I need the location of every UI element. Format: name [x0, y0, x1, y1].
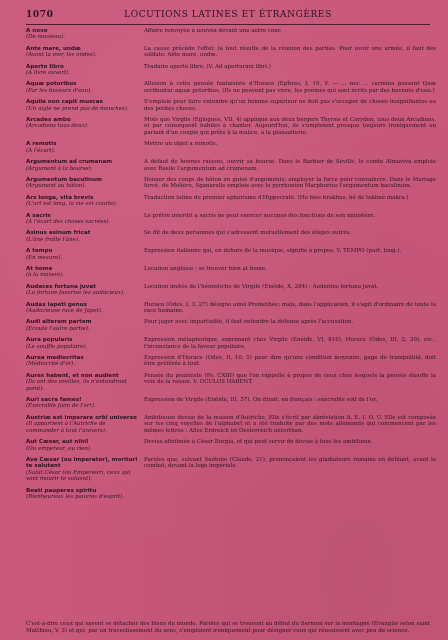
entry-gloss: (Médiocrité d'or).: [26, 361, 76, 368]
dictionary-entry: [26, 302, 436, 315]
entry-definition: Affaire renvoyée à nouvea devant une autre cour.: [144, 28, 282, 34]
entry-gloss: (A l'écart des choses sacrées).: [26, 218, 111, 225]
entry-definition: Ambitieuse devise de la maison d'Autriche. Elle s'écrit par abréviation A. E. I. O. U. Elle est composée sur les cinq voyelles de l'alphabet et a été traduite par des mots allemands qui commencent par les mêmes lettres : Alles Erdreich ist Oesterreich unterthan.: [144, 414, 436, 434]
entry-definition: Pour juger avec impartialité, il faut entendre la défense après l'accusation.: [144, 319, 354, 326]
entry-heading: [26, 46, 144, 59]
entry-gloss: (A livre ouvert).: [26, 70, 71, 77]
dictionary-entry: [26, 355, 436, 368]
entry-lemma: Audax Iapeti genus: [26, 301, 87, 308]
dictionary-entry: [26, 457, 436, 483]
entry-gloss: (De nouveau).: [26, 34, 66, 41]
entry-lemma: Aut Cæsar, aut nihil: [26, 439, 89, 446]
entry-lemma: A sacris: [26, 212, 51, 219]
dictionary-entry: [26, 415, 436, 434]
entry-lemma: Auri sacra fames!: [26, 397, 82, 404]
entry-lemma: Aquæ potoribus: [26, 81, 77, 88]
entry-heading: [26, 117, 144, 136]
header-rule: [26, 24, 430, 25]
entry-definition: A défaut de bonnes raisons, ouvrir sa bourse. Dans le Barbier de Séville, le comte Almaviva emploie avec Basile l'argumentum ad crumenam.: [144, 159, 436, 172]
entry-lemma: Aurea mediocritas: [26, 355, 84, 362]
dictionary-entry: [26, 177, 436, 190]
entry-lemma: Audi alteram partem: [26, 319, 92, 326]
entry-lemma: Argumentum baculinum: [26, 176, 102, 183]
dictionary-entry: [26, 266, 436, 279]
dictionary-entry: [26, 439, 436, 452]
entry-gloss: (Un aigle ne prend pas de mouches).: [26, 105, 129, 112]
entry-heading: [26, 488, 144, 501]
entry-definition: Pensée du psalmiste (Ps. CXIII) que l'on rappelle à propos de ceux chez lesquels la pensée étouffe la voix de la raison. V. OCULOS HABENT.: [144, 372, 436, 386]
entry-heading: [26, 64, 144, 77]
entry-lemma: A novo: [26, 28, 48, 34]
dictionary-entry: [26, 159, 436, 172]
dictionary-entry: [26, 373, 436, 392]
entry-definition: Expression italienne qui, en dehors de la musique, signifie à propos. V. TEMPO (part. long.).: [144, 248, 402, 255]
entry-heading: [26, 177, 144, 190]
entry-gloss: (Bienheureux les pauvres d'esprit).: [26, 493, 124, 500]
entry-heading: [26, 28, 144, 41]
entry-heading: [26, 195, 144, 208]
entry-definition: Expression métaphorique, exprimant chez Virgile (Enéide, VI, 816), Horace (Odes, III, 2, 20), etc., l'inconstance de la faveur populaire.: [144, 337, 436, 350]
dictionary-entry: [26, 248, 436, 261]
page-title: LOCUTIONS LATINES ET ÉTRANGÈRES: [124, 10, 332, 20]
entry-lemma: Aures habent, et non audient: [26, 372, 119, 379]
dictionary-entry: [26, 319, 436, 332]
entry-lemma: Asinus asinum fricat: [26, 230, 91, 237]
entry-lemma: Aperto libro: [26, 63, 64, 70]
entry-lemma: Arcades ambo: [26, 117, 71, 124]
entry-gloss: (En mesure).: [26, 254, 63, 261]
entry-gloss: (Audacieuse race de Japet).: [26, 308, 103, 314]
entry-heading: [26, 397, 144, 410]
dictionary-entry: [26, 213, 436, 226]
entry-definition: Expression d'Horace (Odes, II, 10, 5) pour dire qu'une condition moyenne, gage de tranquillité, doit être préférée à tout.: [144, 355, 436, 368]
entry-gloss: (Exécrable faim de l'or!).: [26, 403, 96, 410]
entry-definition: Paroles que, suivant Suétone (Claude, 21), prononçaient les gladiateurs romains en défilant, avant le combat, devant la loge impériale.: [144, 456, 436, 470]
entry-gloss: (La fortune favorise les audacieux).: [26, 290, 125, 297]
entry-definition: Traduction latine du premier aphorisme d'Hippocrate. (Ho bios brakhus, hê de tekhnê makra.): [144, 194, 409, 201]
entry-lemma: Aquila non capit muscas: [26, 99, 103, 106]
dictionary-entry: [26, 81, 436, 94]
entry-definition: Le prêtre interdit a sacris ne peut exercer aucunes des fonctions de son ministère.: [144, 212, 376, 219]
entry-heading: [26, 373, 144, 392]
dictionary-entry: [26, 195, 436, 208]
entry-lemma: Ars longa, vita brevis: [26, 194, 94, 201]
entry-definition: Mettre un objet a remotis.: [144, 141, 218, 148]
entry-heading: [26, 284, 144, 297]
entry-gloss: (Avant la mer, les ondes).: [26, 52, 97, 59]
entry-definition: Location anglaise : se trouver bien at home.: [144, 265, 267, 272]
entry-gloss: (Argument au bâton).: [26, 183, 87, 190]
entry-heading: [26, 99, 144, 112]
entry-heading: [26, 81, 144, 94]
dictionary-entry: [26, 337, 436, 350]
entry-heading: [26, 248, 144, 261]
entry-lemma: Aura popularis: [26, 337, 73, 344]
entry-heading: [26, 319, 144, 332]
entry-gloss: (Ecoute l'autre partie).: [26, 325, 90, 332]
dictionary-entry: [26, 117, 436, 136]
entry-gloss: (Il appartient à l'Autriche de commander à tout l'univers).: [26, 421, 107, 434]
entry-heading: [26, 159, 144, 172]
dictionary-entry: [26, 141, 436, 154]
entry-definition: Mots que Virgile (Eglogues, VII, 4) applique aux deux bergers Thyrsis et Corydon, tous deux Arcadiens, et par conséquent habiles à chanter. Aujourd'hui, ils s'emploient presque toujours ironiquement en parlant d'un couple qui prête à la malice, à la plaisanterie.: [144, 117, 436, 136]
entry-gloss: (Salut César (ou Empereur), ceux qui vont mourir te saluent).: [26, 469, 131, 483]
entry-lemma: Austriæ est imperare orbi universo: [26, 414, 137, 421]
entry-heading: [26, 230, 144, 243]
entry-definition: Se dit de deux personnes qui s'adressent mutuellement des éloges outrés.: [144, 230, 352, 237]
entry-gloss: (L'âne frotte l'âne).: [26, 236, 80, 243]
entry-lemma: A remotis: [26, 141, 57, 148]
entry-heading: [26, 337, 144, 350]
entry-definition: [144, 488, 436, 501]
entry-heading: [26, 302, 144, 315]
entry-lemma: A tempo: [26, 248, 53, 255]
entry-lemma: At home: [26, 265, 53, 272]
entry-lemma: Ante mare, undæ: [26, 45, 81, 52]
entry-gloss: (Par les buveurs d'eau).: [26, 87, 93, 94]
entry-heading: [26, 415, 144, 434]
entry-definition: S'emploie pour faire entendre qu'un homme supérieur ne doit pas s'occuper de choses insignifiantes ou des petites choses.: [144, 99, 436, 112]
entry-gloss: (à la maison).: [26, 272, 64, 279]
dictionary-entry: [26, 488, 436, 501]
entry-definition: Donner des coups de bâton en guise d'arguments; employer la force pour convaincre. Dans le Mariage forcé, de Molière, Sganarelle emploie avec le pyrrhonien Marphurius l'argumentum baculinum.: [144, 176, 436, 190]
entry-gloss: (Argument à la bourse).: [26, 165, 93, 172]
entry-lemma: Argumentum ad crumenam: [26, 159, 113, 166]
dictionary-entry: [26, 46, 436, 59]
dictionary-entry: [26, 28, 436, 41]
entry-lemma: Audaces fortuna juvat: [26, 283, 96, 290]
entry-gloss: (Arcadiens tous deux).: [26, 123, 89, 130]
entry-definition: Expression de Virgile (Enéide, III, 57). On dirait, en français : exécrable soif de l'or.: [144, 397, 378, 404]
entry-lemma: Ave Cæsar (ou imperator), morituri te salutant: [26, 456, 138, 470]
entry-gloss: (Ou empereur, ou rien).: [26, 445, 92, 452]
dictionary-entry: [26, 99, 436, 112]
entry-gloss: (Ils ont des oreilles, ils n'entendront point).: [26, 379, 128, 392]
entries-list: [26, 28, 436, 632]
entry-heading: [26, 213, 144, 226]
entry-definition: Locution imitée de l'hémistiche de Virgile (Enéide, X, 284) : Audentes fortuna juvat.: [144, 283, 379, 290]
entry-definition: Horace (Odes, I, 3, 27) désigne ainsi Prométhée; mais, dans l'application, il s'agit d'ordinaire de toute la race humaine.: [144, 301, 436, 314]
page-number: 1070: [26, 10, 54, 20]
entry-definition: La cause précède l'effet; la tout résulte de la réunion des parties. Pour avoir une armée, il faut des soldats: Ante mare, undæ.: [144, 45, 436, 59]
entry-heading: [26, 141, 144, 154]
entry-gloss: (L'art est long, la vie est courte).: [26, 201, 118, 208]
entry-heading: [26, 439, 144, 452]
entry-definition: Allusion à cette pensée fantaisiste d'Horace (Epîtres, I, 19, V. — ... nec ... carmina possunt Quæ scribuntur aquæ potoribus. (Ils ne peuvent pas vivre, les poèmes qui sont écrits par des buveurs d'eau.): [144, 81, 436, 94]
footer-text: C'est-à-dire ceux qui savent se détacher des biens du monde. Paroles qui se trouvent au début du Sermon sur la montagne (Evangile selon saint Matthieu, V, 3) et qui, par un travestissement du sens, s'emploient ironiquement pour désigner ceux qui réussissent avec peu de science.: [26, 621, 430, 634]
entry-gloss: (A l'écart).: [26, 147, 56, 154]
dictionary-entry: [26, 64, 436, 77]
page-header: [26, 10, 430, 24]
dictionary-entry: [26, 284, 436, 297]
dictionary-entry: [26, 230, 436, 243]
entry-definition: Traduire aperto libro. (V. Ad aperturam libri.): [144, 63, 271, 70]
entry-lemma: Beati pauperes spiritu: [26, 487, 97, 494]
entry-definition: Devise attribuée à César Borgia, et qui peut servir de devise à tous les ambitieux.: [144, 439, 373, 446]
entry-heading: [26, 266, 144, 279]
entry-heading: [26, 457, 144, 483]
entry-heading: [26, 355, 144, 368]
entry-gloss: (Le souffle populaire).: [26, 343, 88, 350]
dictionary-entry: [26, 397, 436, 410]
